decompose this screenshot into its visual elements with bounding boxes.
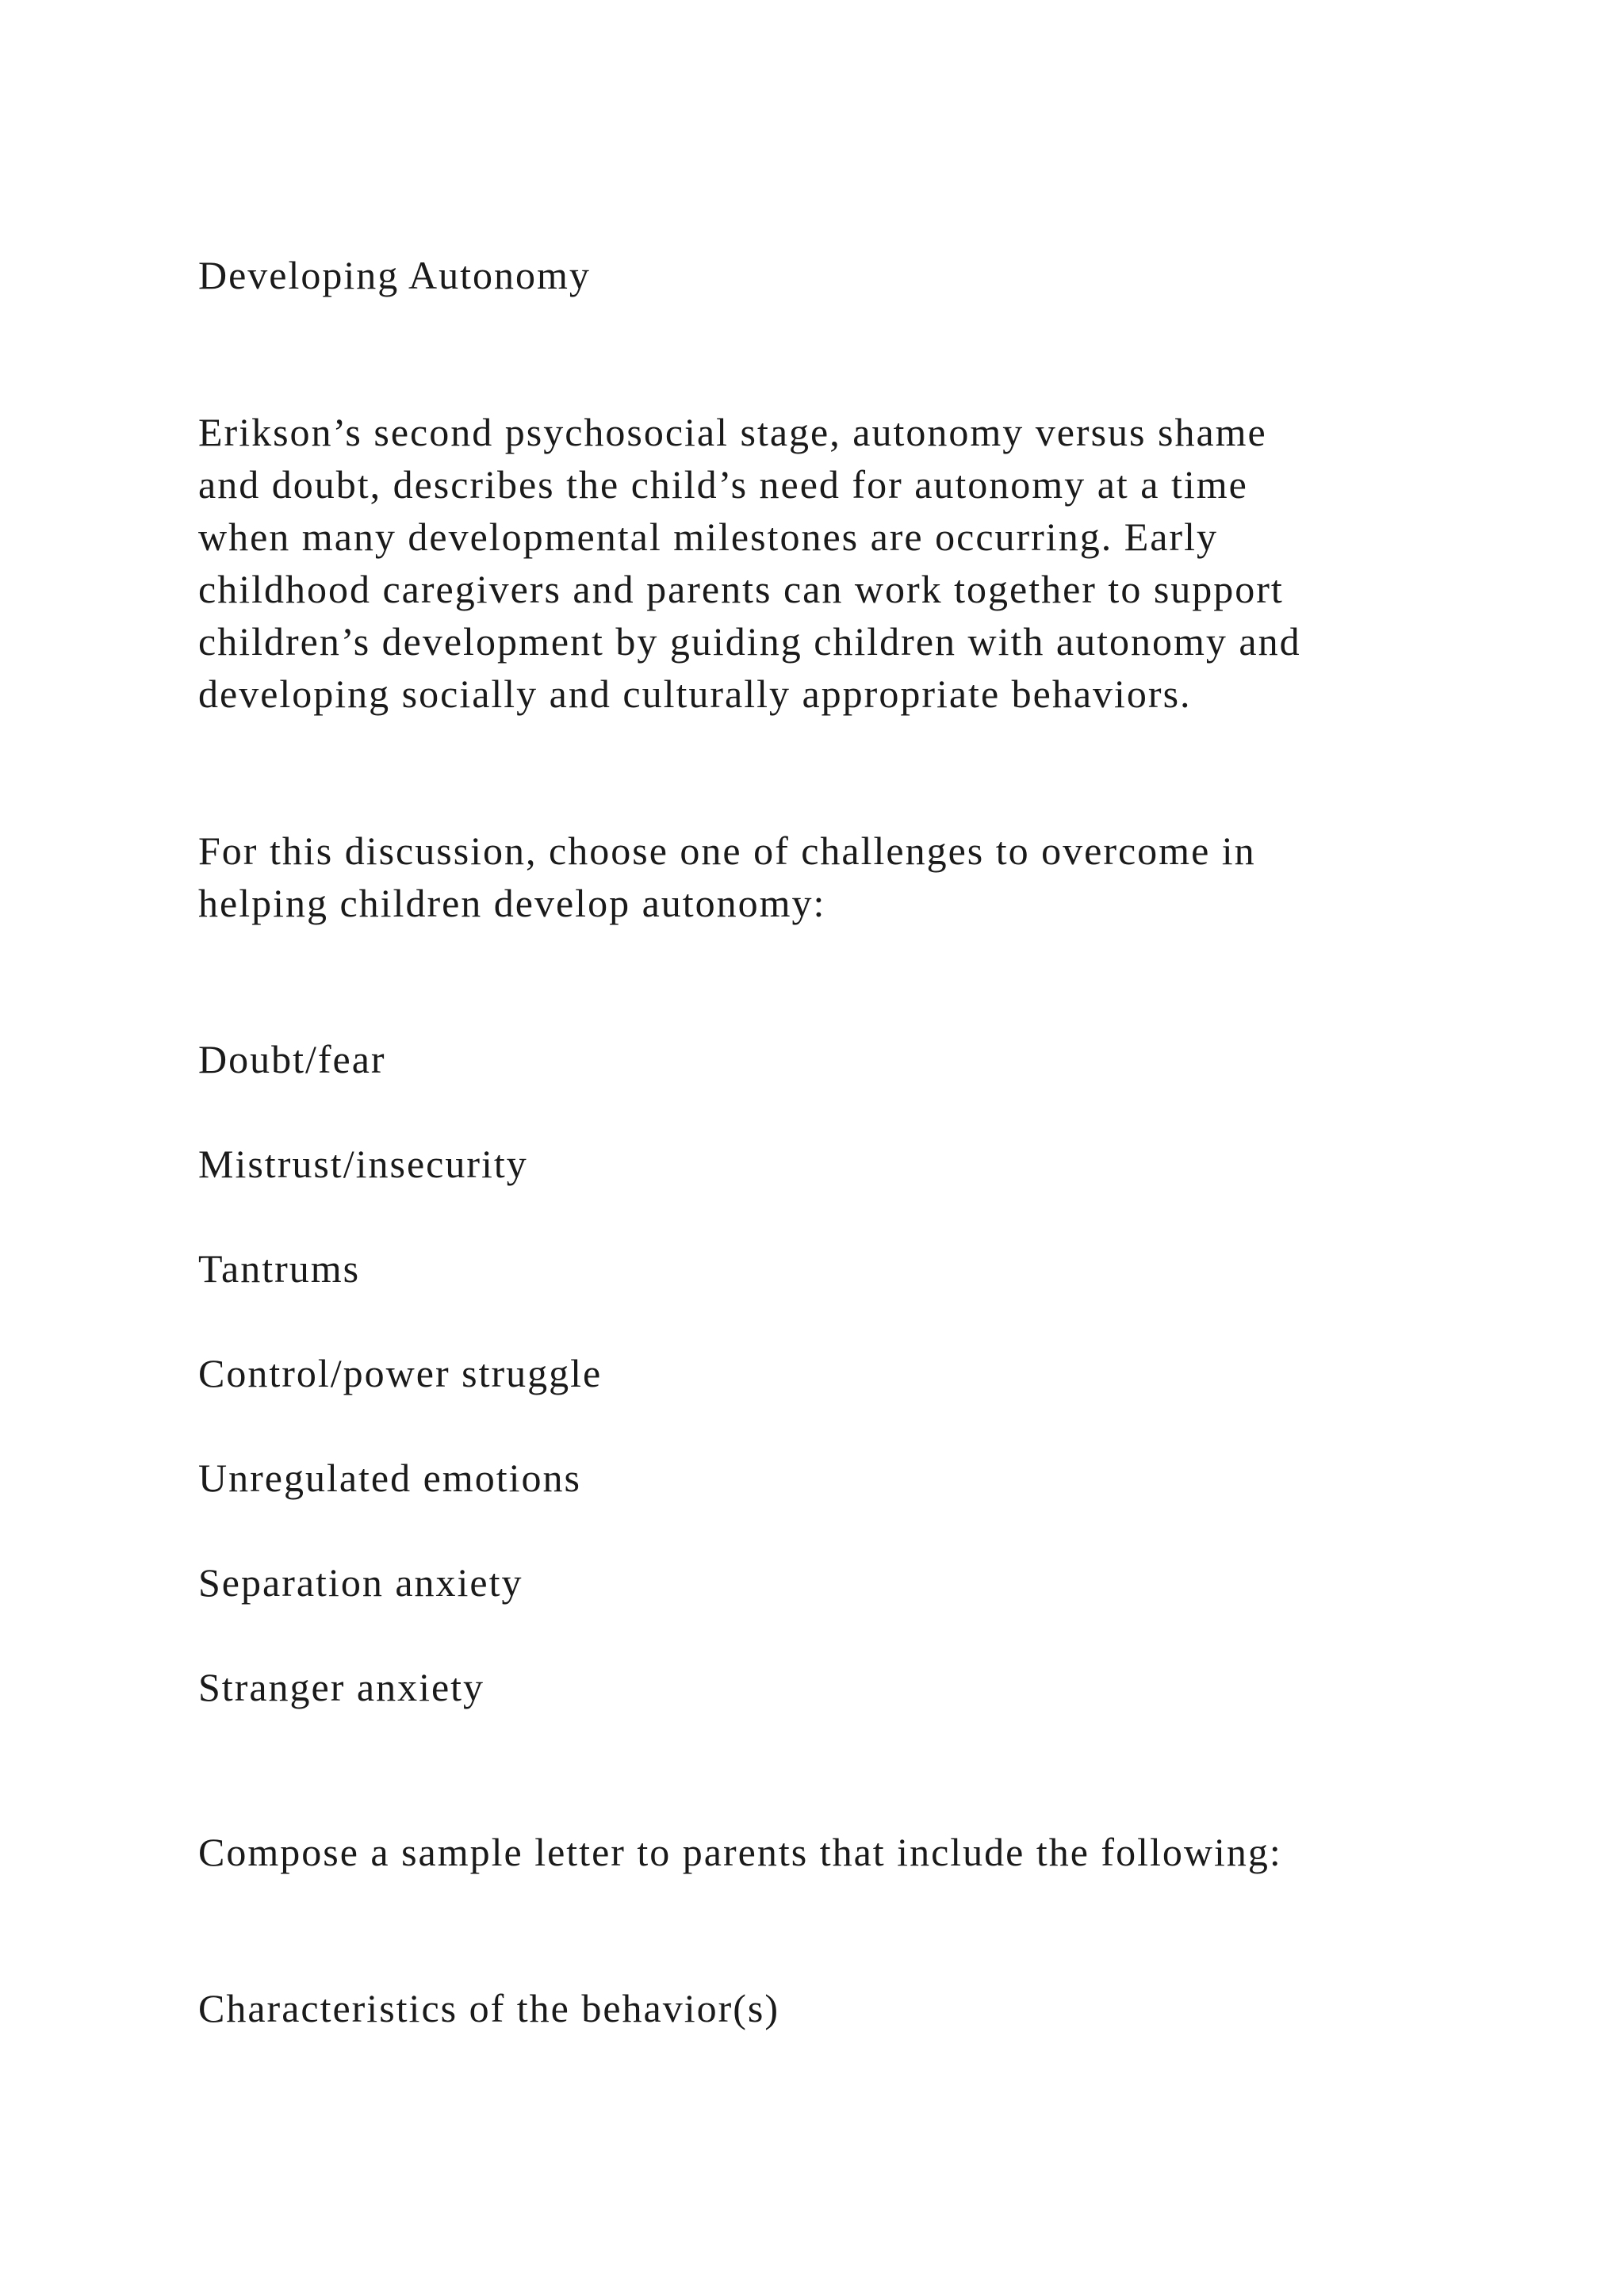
challenge-item: Separation anxiety xyxy=(198,1560,523,1605)
challenge-item: Mistrust/insecurity xyxy=(198,1142,528,1186)
letter-item: Characteristics of the behavior(s) xyxy=(198,1986,780,2030)
challenge-item: Stranger anxiety xyxy=(198,1665,485,1709)
challenge-item: Doubt/fear xyxy=(198,1037,386,1081)
document-title: Developing Autonomy xyxy=(198,253,591,297)
challenge-item: Control/power struggle xyxy=(198,1351,603,1395)
discussion-paragraph: For this discussion, choose one of challenges to overcome in helping children develop autonomy: xyxy=(198,828,1256,925)
challenge-item: Tantrums xyxy=(198,1246,361,1291)
challenges-list xyxy=(198,1033,602,1766)
challenge-item: Unregulated emotions xyxy=(198,1456,581,1500)
compose-instruction: Compose a sample letter to parents that include the following: xyxy=(198,1830,1282,1874)
intro-paragraph: Erikson’s second psychosocial stage, autonomy versus shame and doubt, describes the child’s need for autonomy at a time when many developmental milestones are occurring. Early childhood caregivers and parents can work together to support children’s development by guiding children with autonomy and developing socially and culturally appropriate behaviors. xyxy=(198,410,1301,716)
